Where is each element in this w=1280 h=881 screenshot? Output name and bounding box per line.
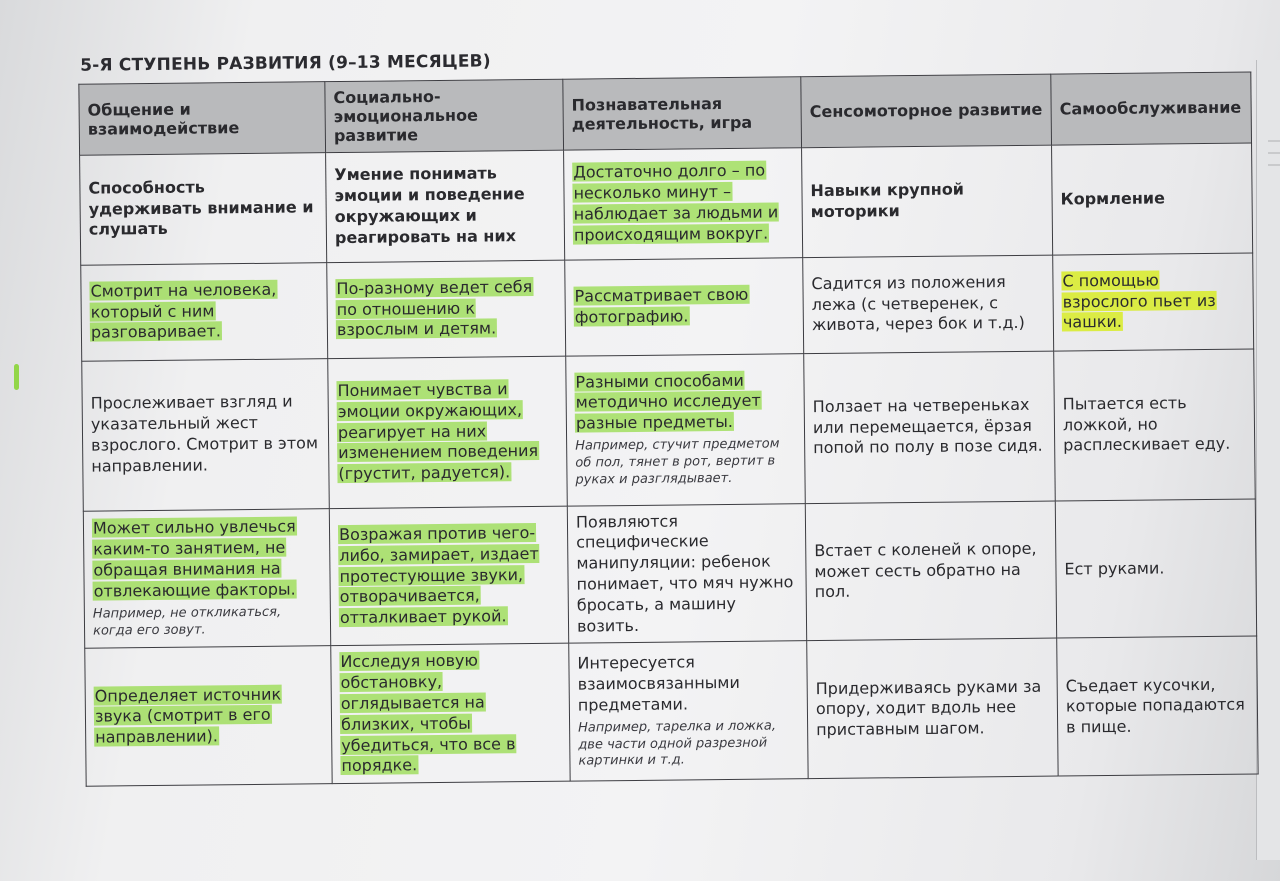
table-cell xyxy=(805,501,1056,641)
column-header-sensorimotor: Сенсомоторное развитие xyxy=(801,74,1052,147)
table-cell xyxy=(83,508,330,648)
cell-text: Ест руками. xyxy=(1064,557,1165,579)
table-cell xyxy=(329,506,568,646)
table-cell xyxy=(1055,499,1256,639)
table-row xyxy=(82,349,1256,511)
cell-text: Может сильно увлечься каким-то занятием, не обращая внимания на отвлекающие факторы. xyxy=(92,516,296,601)
cell-text: Рассматривает свою фотографию. xyxy=(574,285,749,327)
cell-text: Встает с коленей к опоре, может сесть обратно на пол. xyxy=(814,538,1037,602)
cell-example-note: Например, стучит предметом об пол, тянет в рот, вертит в руках и разглядывает. xyxy=(575,436,780,488)
table-cell xyxy=(565,257,804,355)
table-cell xyxy=(804,351,1056,504)
table-cell xyxy=(85,646,332,787)
cell-text: Умение понимать эмоции и поведение окружающих и реагировать на них xyxy=(334,163,525,247)
cell-text: Разными способами методично исследует разные предметы. xyxy=(575,370,761,433)
table-cell xyxy=(331,644,570,784)
adjacent-page-edge xyxy=(1256,60,1280,860)
table-cell xyxy=(564,147,803,259)
table-cell xyxy=(569,641,808,781)
cell-text: Появляются специфические манипуляции: ребенок понимает, что мяч нужно бросать, а машину возить. xyxy=(575,511,794,636)
cell-example-note: Например, тарелка и ложка, две части одной разрезной картинки и т.д. xyxy=(578,718,777,770)
column-header-social-emotional: Социально-эмоциональное развитие xyxy=(325,79,564,152)
adjacent-page-text-line xyxy=(1268,152,1280,154)
cell-text: Понимает чувства и эмоции окружающих, реагирует на них изменением поведения (грустит, радуется). xyxy=(337,379,539,484)
table-cell xyxy=(1054,349,1256,501)
cell-text: Кормление xyxy=(1060,188,1165,209)
cell-text: Исследуя новую обстановку, оглядывается на близких, чтобы убедиться, что все в порядке. xyxy=(340,651,516,776)
cell-text: Съедает кусочки, которые попадаются в пище. xyxy=(1065,674,1245,737)
cell-text: Навыки крупной моторики xyxy=(810,179,965,222)
header-row xyxy=(79,72,1252,155)
column-header-communication: Общение и взаимодействие xyxy=(79,82,326,155)
cell-text: Определяет источник звука (смотрит в его направлении). xyxy=(94,684,282,747)
cell-text: Смотрит на человека, который с ним разговаривает. xyxy=(90,279,277,343)
page-title: 5-Я СТУПЕНЬ РАЗВИТИЯ (9–13 МЕСЯЦЕВ) xyxy=(80,51,491,76)
table-cell xyxy=(328,356,568,508)
table-cell xyxy=(1053,253,1254,351)
table-cell xyxy=(1057,636,1258,776)
cell-text: Придерживаясь руками за опору, ходит вдоль нее приставным шагом. xyxy=(815,676,1042,740)
table-cell xyxy=(80,152,327,265)
table-row xyxy=(85,636,1258,786)
table-cell xyxy=(566,353,806,505)
table-cell xyxy=(81,262,328,361)
table-row xyxy=(80,143,1253,265)
cell-text: Ползает на четвереньках или перемещается, ёрзая попой по полу в позе сидя. xyxy=(812,394,1043,458)
cell-text: Способность удерживать внимание и слушать xyxy=(88,177,314,240)
cell-text: Интересуется взаимосвязанными предметами. xyxy=(577,652,740,715)
cell-example-note: Например, не откликаться, когда его зовут. xyxy=(92,604,282,639)
table-cell xyxy=(567,503,806,643)
development-table xyxy=(78,71,1258,787)
adjacent-page-text-line xyxy=(1268,140,1280,142)
table-cell xyxy=(326,150,565,262)
table-cell xyxy=(327,260,566,358)
table-cell xyxy=(802,145,1053,258)
cell-text: Прослеживает взгляд и указательный жест взрослого. Смотрит в этом направлении. xyxy=(90,392,319,476)
book-page xyxy=(56,39,1260,791)
table-row xyxy=(81,253,1254,361)
cell-text: По-разному ведет себя по отношению к взрослым и детям. xyxy=(336,276,533,340)
cell-text: Возражая против чего-либо, замирает, издает протестующие звуки, отворачивается, отталкивает рукой. xyxy=(338,522,539,628)
table-cell xyxy=(807,638,1058,779)
table-cell xyxy=(82,358,330,511)
cell-text: Пытается есть ложкой, но расплескивает еду. xyxy=(1062,393,1231,455)
column-header-self-care: Самообслуживание xyxy=(1051,72,1252,145)
highlighter-margin-mark xyxy=(14,364,19,390)
cell-text: С помощью взрослого пьет из чашки. xyxy=(1062,270,1216,332)
adjacent-page-text-line xyxy=(1268,164,1280,166)
column-header-cognitive-play: Познавательная деятельность, игра xyxy=(563,77,802,150)
table-cell xyxy=(1052,143,1253,255)
cell-text: Достаточно долго – по несколько минут – наблюдает за людьми и происходящим вокруг. xyxy=(573,161,779,245)
table-row xyxy=(83,499,1256,649)
cell-text: Садится из положения лежа (с четверенек, с живота, через бок и т.д.) xyxy=(811,271,1025,335)
table-cell xyxy=(803,255,1054,354)
